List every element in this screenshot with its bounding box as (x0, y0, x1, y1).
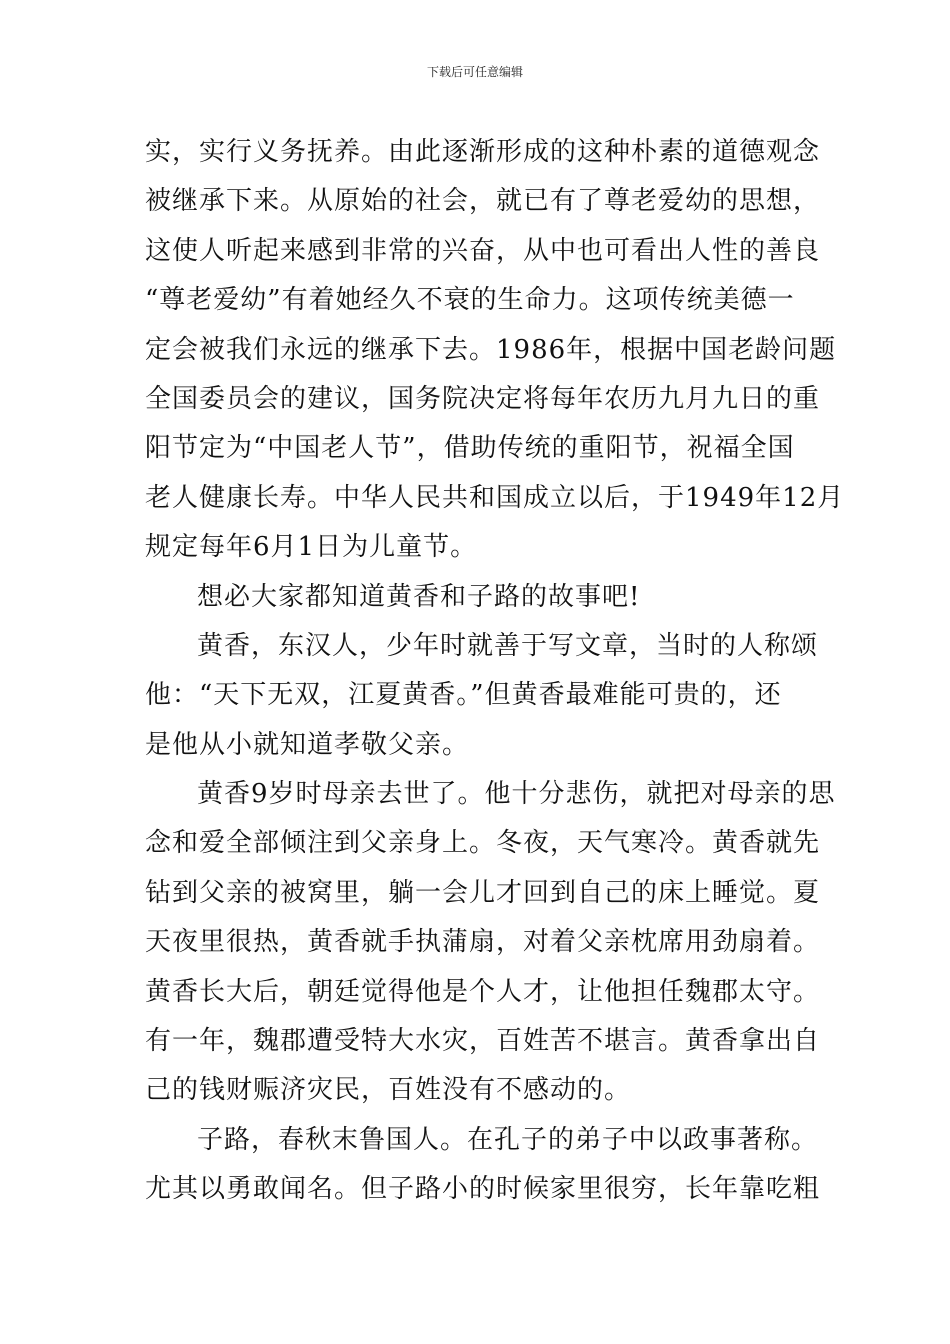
body-text-line: 全国委员会的建议，国务院决定将每年农历九月九日的重 (145, 383, 821, 414)
body-text-line: 子路，春秋末鲁国人。在孔子的弟子中以政事著称。 (197, 1124, 819, 1155)
body-text-line: 这使人听起来感到非常的兴奋，从中也可看出人性的善良 (145, 235, 821, 266)
body-text-line: 规定每年6月1日为儿童节。 (145, 532, 478, 563)
body-text-line: 念和爱全部倾注到父亲身上。冬夜，天气寒冷。黄香就先 (145, 828, 821, 859)
body-text-line: 想必大家都知道黄香和子路的故事吧! (197, 581, 641, 612)
body-text-line: 被继承下来。从原始的社会，就已有了尊老爱幼的思想， (145, 186, 821, 217)
body-text-line: 实，实行义务抚养。由此逐渐形成的这种朴素的道德观念 (145, 137, 821, 167)
body-text-line: 老人健康长寿。中华人民共和国成立以后，于1949年12月 (145, 482, 845, 513)
body-text-line: 他：“天下无双，江夏黄香。”但黄香最难能可贵的，还 (145, 680, 782, 711)
body-text-line: 己的钱财赈济灾民，百姓没有不感动的。 (145, 1075, 632, 1106)
document-body (145, 128, 845, 1215)
body-text-line: 黄香，东汉人，少年时就善于写文章，当时的人称颂 (197, 630, 819, 661)
body-text-line: 钻到父亲的被窝里，躺一会儿才回到自己的床上睡觉。夏 (145, 877, 821, 908)
body-text-line: 黄香9岁时母亲去世了。他十分悲伤，就把对母亲的思 (197, 779, 836, 810)
body-text-line: 尤其以勇敢闻名。但子路小的时候家里很穷，长年靠吃粗 (145, 1174, 821, 1205)
body-text-line: “尊老爱幼”有着她经久不衰的生命力。这项传统美德一 (145, 285, 795, 316)
body-text-line: 有一年，魏郡遭受特大水灾，百姓苦不堪言。黄香拿出自 (145, 1026, 821, 1057)
page-header: 下载后可任意编辑 (426, 65, 523, 79)
body-text-line: 阳节定为“中国老人节”，借助传统的重阳节，祝福全国 (145, 433, 795, 464)
body-text-line: 是他从小就知道孝敬父亲。 (145, 729, 470, 760)
body-text-line: 天夜里很热，黄香就手执蒲扇，对着父亲枕席用劲扇着。 (145, 927, 821, 958)
body-text-line: 黄香长大后，朝廷觉得他是个人才，让他担任魏郡太守。 (145, 976, 821, 1007)
body-text-line: 定会被我们永远的继承下去。1986年，根据中国老龄问题 (145, 334, 837, 365)
